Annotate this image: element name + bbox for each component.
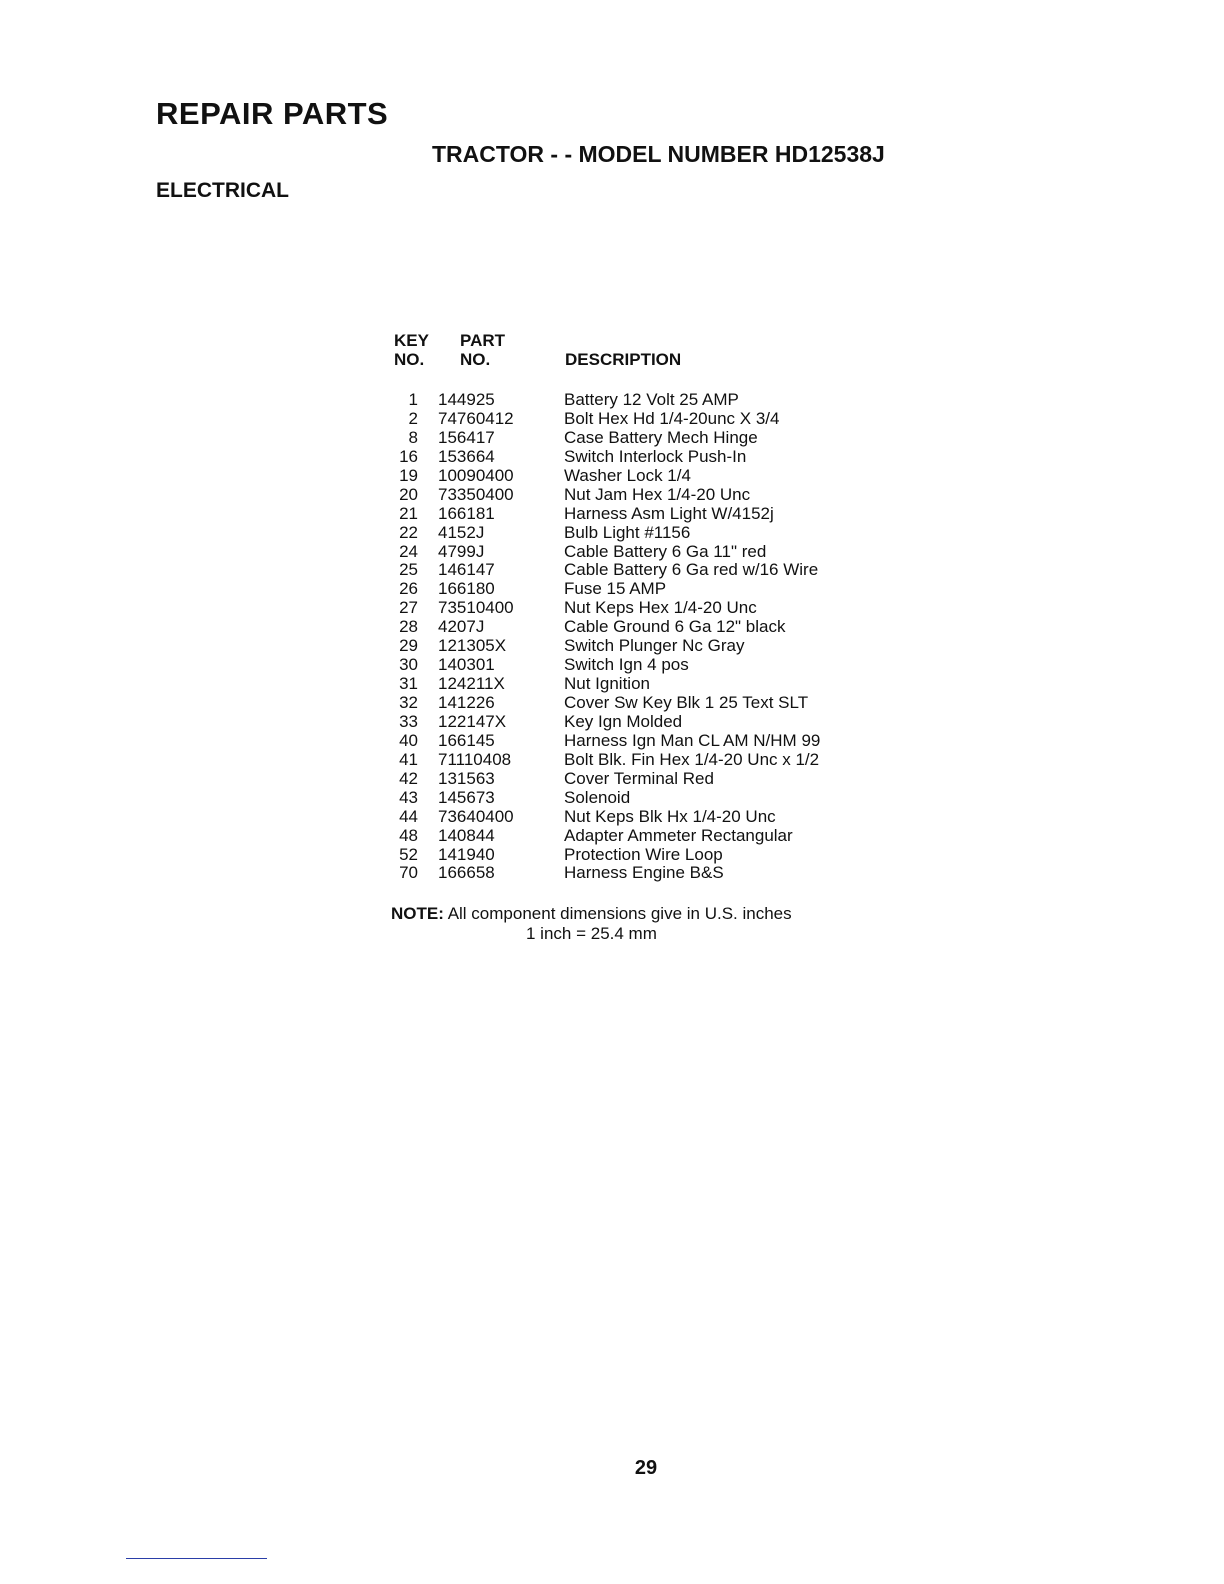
description-cell: Bolt Hex Hd 1/4-20unc X 3/4 <box>564 408 780 428</box>
table-row <box>390 504 910 523</box>
part-no-cell: 166145 <box>438 730 495 750</box>
description-cell: Protection Wire Loop <box>564 844 723 864</box>
part-no-cell: 140301 <box>438 655 495 675</box>
description-cell: Switch Interlock Push-In <box>564 446 747 466</box>
part-no-cell: 4799J <box>438 541 485 561</box>
key-no-cell: 40 <box>399 730 418 750</box>
part-no-cell: 121305X <box>438 636 507 656</box>
parts-table <box>390 330 910 882</box>
key-no-cell: 19 <box>399 465 418 485</box>
key-no-cell: 28 <box>399 617 418 637</box>
table-row <box>390 466 910 485</box>
table-row <box>390 560 910 579</box>
description-cell: Case Battery Mech Hinge <box>564 427 758 447</box>
part-no-cell: 141226 <box>438 693 495 712</box>
description-cell: Cover Sw Key Blk 1 25 Text SLT <box>564 693 809 712</box>
part-no-cell: 131563 <box>438 768 495 788</box>
description-header: DESCRIPTION <box>565 350 682 369</box>
part-no-cell: 124211X <box>438 674 505 694</box>
part-no-cell: 141940 <box>438 844 495 864</box>
part-no-cell: 71110408 <box>438 749 512 769</box>
section-heading: ELECTRICAL <box>156 179 289 202</box>
note-line-2: 1 inch = 25.4 mm <box>526 924 657 943</box>
part-no-cell: 4207J <box>438 617 485 637</box>
table-row <box>390 617 910 636</box>
part-no-cell: 166658 <box>438 863 495 883</box>
key-no-cell: 31 <box>399 674 418 694</box>
part-no-cell: 144925 <box>438 390 495 409</box>
key-no-header <box>394 331 429 369</box>
table-row <box>390 598 910 617</box>
table-row <box>390 807 910 826</box>
table-row <box>390 655 910 674</box>
description-cell: Harness Engine B&S <box>564 863 724 883</box>
part-no-cell: 156417 <box>438 427 495 447</box>
key-no-cell: 27 <box>399 598 418 618</box>
table-row <box>390 579 910 598</box>
part-no-cell: 74760412 <box>438 408 514 428</box>
key-no-cell: 24 <box>399 541 418 561</box>
description-cell: Nut Ignition <box>564 674 650 694</box>
key-no-cell: 32 <box>399 693 418 712</box>
parts-table-header <box>390 330 910 386</box>
table-row <box>390 731 910 750</box>
key-no-cell: 21 <box>399 503 418 523</box>
part-no-cell: 140844 <box>438 825 495 845</box>
description-cell: Cover Terminal Red <box>564 768 714 788</box>
table-row <box>390 750 910 769</box>
key-no-cell: 1 <box>408 390 418 409</box>
table-row <box>390 485 910 504</box>
table-row <box>390 674 910 693</box>
table-row <box>390 863 910 882</box>
parts-table-body <box>390 390 910 882</box>
description-cell: Harness Ign Man CL AM N/HM 99 <box>564 730 821 750</box>
key-no-cell: 52 <box>399 844 418 864</box>
description-cell: Bulb Light #1156 <box>564 522 691 542</box>
table-row <box>390 542 910 561</box>
table-row <box>390 788 910 807</box>
part-no-cell: 10090400 <box>438 465 514 485</box>
key-no-cell: 42 <box>399 768 418 788</box>
key-no-cell: 33 <box>399 711 418 731</box>
table-row <box>390 693 910 712</box>
key-no-cell: 25 <box>399 560 418 580</box>
description-cell: Cable Ground 6 Ga 12" black <box>564 617 786 637</box>
description-cell: Switch Plunger Nc Gray <box>564 636 745 656</box>
description-cell: Nut Keps Blk Hx 1/4-20 Unc <box>564 806 776 826</box>
key-no-cell: 2 <box>408 408 418 428</box>
description-cell: Fuse 15 AMP <box>564 579 667 599</box>
note-line-1: All component dimensions give in U.S. inches <box>447 904 792 923</box>
description-cell: Nut Jam Hex 1/4-20 Unc <box>564 484 751 504</box>
part-no-cell: 153664 <box>438 446 495 466</box>
description-cell: Nut Keps Hex 1/4-20 Unc <box>564 598 757 618</box>
key-no-cell: 8 <box>408 427 418 447</box>
description-cell: Washer Lock 1/4 <box>564 465 691 485</box>
table-row <box>390 712 910 731</box>
description-cell: Harness Asm Light W/4152j <box>564 503 774 523</box>
key-no-cell: 30 <box>399 655 418 675</box>
part-header-line2: NO. <box>460 350 491 369</box>
part-no-cell: 73350400 <box>438 484 514 504</box>
part-no-header <box>460 331 505 369</box>
key-header-line1: KEY <box>394 331 429 350</box>
part-header-line1: PART <box>460 331 506 350</box>
key-no-cell: 20 <box>399 484 418 504</box>
page-title: REPAIR PARTS <box>156 96 389 131</box>
key-no-cell: 29 <box>399 636 418 656</box>
table-row <box>390 523 910 542</box>
key-header-line2: NO. <box>394 350 425 369</box>
page-number: 29 <box>634 1457 658 1479</box>
description-cell: Key Ign Molded <box>564 711 683 731</box>
table-row <box>390 826 910 845</box>
note-label: NOTE: <box>391 904 444 923</box>
part-no-cell: 122147X <box>438 711 507 731</box>
key-no-cell: 43 <box>399 787 418 807</box>
key-no-cell: 44 <box>399 806 418 826</box>
key-no-cell: 26 <box>399 579 418 599</box>
dimensions-note <box>391 904 792 943</box>
part-no-cell: 73510400 <box>438 598 514 618</box>
description-cell: Adapter Ammeter Rectangular <box>564 825 793 845</box>
key-no-cell: 41 <box>399 749 418 769</box>
footer-rule <box>126 1558 267 1559</box>
table-row <box>390 845 910 864</box>
description-cell: Battery 12 Volt 25 AMP <box>564 390 739 409</box>
table-row <box>390 409 910 428</box>
model-heading: TRACTOR - - MODEL NUMBER HD12538J <box>432 141 885 167</box>
description-cell: Solenoid <box>564 787 631 807</box>
part-no-cell: 145673 <box>438 787 495 807</box>
key-no-cell: 70 <box>399 863 418 883</box>
part-no-cell: 4152J <box>438 522 485 542</box>
description-cell: Switch Ign 4 pos <box>564 655 689 675</box>
table-row <box>390 636 910 655</box>
key-no-cell: 16 <box>399 446 418 466</box>
description-cell: Bolt Blk. Fin Hex 1/4-20 Unc x 1/2 <box>564 749 820 769</box>
part-no-cell: 73640400 <box>438 806 514 826</box>
key-no-cell: 22 <box>399 522 418 542</box>
table-row <box>390 390 910 409</box>
description-cell: Cable Battery 6 Ga 11" red <box>564 541 767 561</box>
part-no-cell: 166181 <box>438 503 495 523</box>
key-no-cell: 48 <box>399 825 418 845</box>
table-row <box>390 447 910 466</box>
table-row <box>390 428 910 447</box>
description-cell: Cable Battery 6 Ga red w/16 Wire <box>564 560 819 580</box>
part-no-cell: 146147 <box>438 560 495 580</box>
table-row <box>390 769 910 788</box>
part-no-cell: 166180 <box>438 579 495 599</box>
